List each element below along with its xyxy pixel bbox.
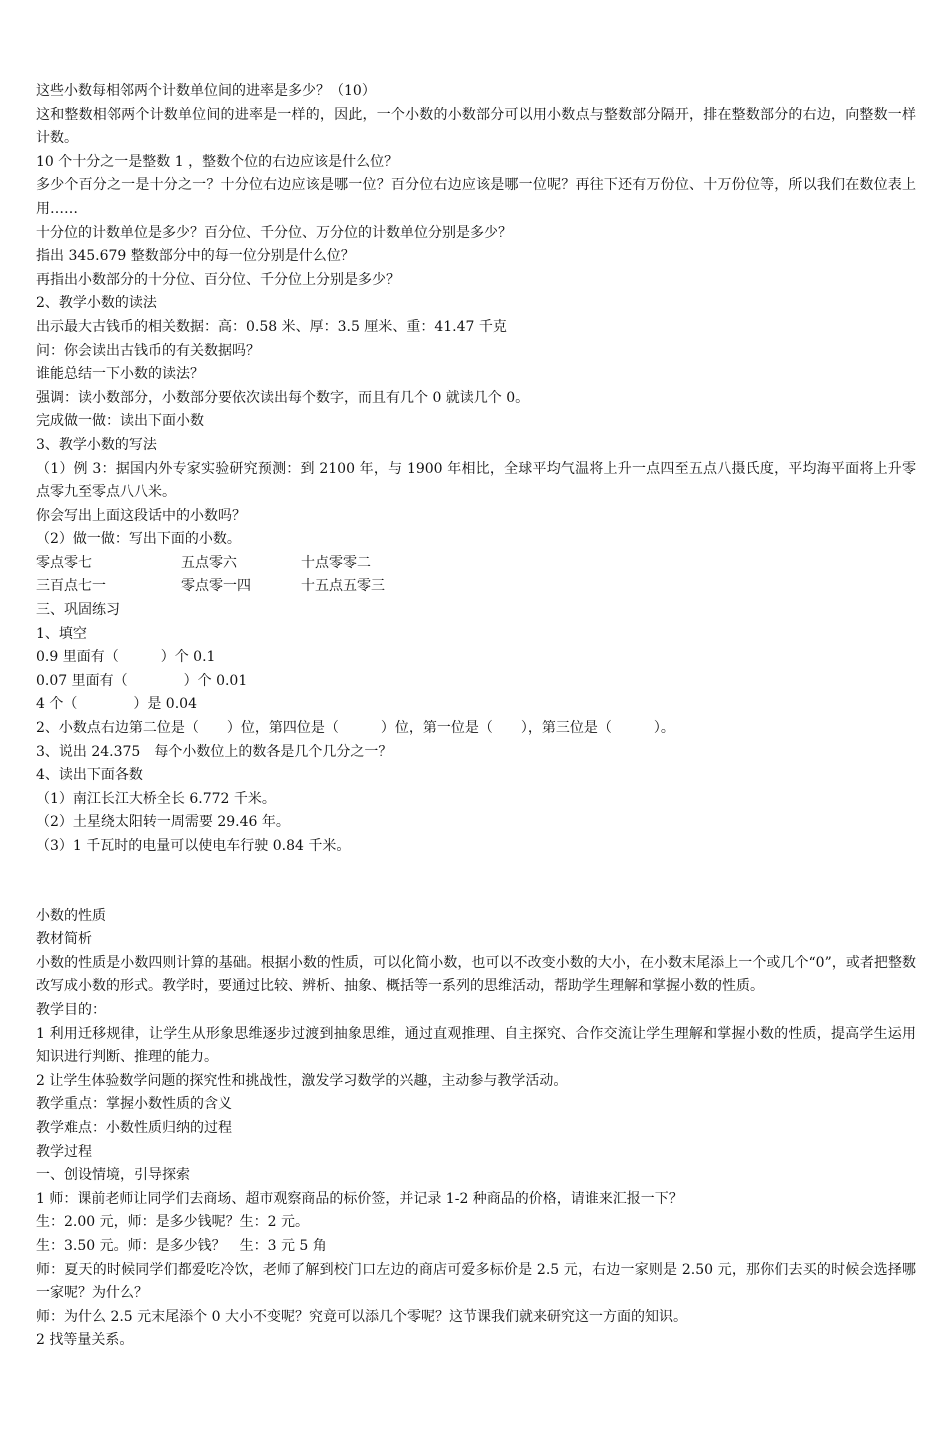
paragraph: 1、填空 [36,625,87,642]
paragraph: （1）南江长江大桥全长 6.772 千米。 [36,790,276,807]
paragraph: 小数的性质是小数四则计算的基础。根据小数的性质，可以化简小数，也可以不改变小数的大小，在小数末尾添上一个或几个“0”，或者把整数改写成小数的形式。教学时，要通过比较、辨析、抽象、概括等一系列的思维活动，帮助学生理解和掌握小数的性质。 [36,954,916,995]
paragraph: 教学难点：小数性质归纳的过程 [36,1119,232,1136]
number-words-row [36,575,916,599]
heading-reading-decimals: 2、教学小数的读法 [36,295,157,312]
subheading: 教学过程 [36,1143,92,1160]
section-decimal-properties [36,905,916,1353]
subheading: 教学目的： [36,1001,106,1018]
subheading: 教材简析 [36,931,92,948]
number-word: 零点零一四 [181,578,251,595]
paragraph: 这和整数相邻两个计数单位间的进率是一样的，因此，一个小数的小数部分可以用小数点与整数部分隔开，排在整数部分的右边，向整数一样计数。 [36,106,916,147]
number-word: 十点零零二 [301,554,371,571]
heading-writing-decimals: 3、教学小数的写法 [36,436,157,453]
paragraph: 问：你会读出古钱币的有关数据吗？ [36,342,260,359]
paragraph: 出示最大古钱币的相关数据：高：0.58 米、厚：3.5 厘米、重：41.47 千克 [36,318,507,335]
number-word: 三百点七一 [36,578,106,595]
fill-blank-item: 0.07 里面有（ ）个 0.01 [36,672,248,689]
paragraph: 生：2.00 元，师：是多少钱呢？生：2 元。 [36,1214,309,1231]
paragraph: 1 师：课前老师让同学们去商场、超市观察商品的标价签，并记录 1-2 种商品的价格，请谁来汇报一下？ [36,1190,683,1207]
section-spacer [36,859,916,905]
paragraph: 10 个十分之一是整数 1 ，整数个位的右边应该是什么位？ [36,153,399,170]
paragraph: 4、读出下面各数 [36,767,143,784]
paragraph: 指出 345.679 整数部分中的每一位分别是什么位？ [36,248,355,265]
paragraph: 十分位的计数单位是多少？百分位、千分位、万分位的计数单位分别是多少？ [36,224,512,241]
fill-blank-item: 0.9 里面有（ ）个 0.1 [36,649,216,666]
paragraph: （3）1 千瓦时的电量可以使电车行驶 0.84 千米。 [36,838,351,854]
number-word: 十五点五零三 [301,578,385,595]
paragraph: 师：夏天的时候同学们都爱吃冷饮，老师了解到校门口左边的商店可爱多标价是 2.5 元，右边一家则是 2.50 元，那你们去买的时候会选择哪一家呢？为什么？ [36,1261,916,1302]
section-decimal-units [36,80,916,859]
paragraph: 2 找等量关系。 [36,1332,134,1349]
paragraph: 1 利用迁移规律，让学生从形象思维逐步过渡到抽象思维，通过直观推理、自主探究、合作交流让学生理解和掌握小数的性质，提高学生运用知识进行判断、推理的能力。 [36,1025,916,1066]
number-words-row [36,552,916,576]
document-page [36,80,916,1353]
number-word: 零点零七 [36,554,92,571]
heading-practice: 三、巩固练习 [36,602,120,619]
number-word: 五点零六 [181,554,237,571]
paragraph: （2）做一做：写出下面的小数。 [36,531,241,548]
section-title: 小数的性质 [36,907,106,924]
paragraph: 谁能总结一下小数的读法？ [36,366,204,383]
paragraph: 这些小数每相邻两个计数单位间的进率是多少？（10） [36,83,376,99]
paragraph: 教学重点：掌握小数性质的含义 [36,1096,232,1113]
paragraph: 师：为什么 2.5 元末尾添个 0 大小不变呢？究竟可以添几个零呢？这节课我们就来研究这一方面的知识。 [36,1308,687,1325]
paragraph: 再指出小数部分的十分位、百分位、千分位上分别是多少？ [36,271,400,288]
paragraph: 完成做一做：读出下面小数 [36,413,204,430]
paragraph: 3、说出 24.375 每个小数位上的数各是几个几分之一？ [36,743,393,760]
paragraph: 生：3.50 元。师：是多少钱？ 生：3 元 5 角 [36,1237,327,1254]
fill-blank-item: 2、小数点右边第二位是（ ）位，第四位是（ ）位，第一位是（ ），第三位是（ ）。 [36,720,675,737]
subheading: 一、创设情境，引导探索 [36,1167,190,1184]
fill-blank-item: 4 个（ ）是 0.04 [36,696,197,713]
paragraph: （1）例 3：据国内外专家实验研究预测：到 2100 年，与 1900 年相比，全球平均气温将上升一点四至五点八摄氏度，平均海平面将上升零点零九至零点八八米。 [36,460,916,501]
paragraph: 你会写出上面这段话中的小数吗？ [36,507,246,524]
paragraph: （2）土星绕太阳转一周需要 29.46 年。 [36,814,290,831]
paragraph: 2 让学生体验数学问题的探究性和挑战性，激发学习数学的兴趣，主动参与教学活动。 [36,1072,568,1089]
paragraph: 强调：读小数部分，小数部分要依次读出每个数字，而且有几个 0 就读几个 0。 [36,389,530,406]
paragraph: 多少个百分之一是十分之一？十分位右边应该是哪一位？百分位右边应该是哪一位呢？再往下还有万份位、十万份位等，所以我们在数位表上用…… [36,177,916,217]
